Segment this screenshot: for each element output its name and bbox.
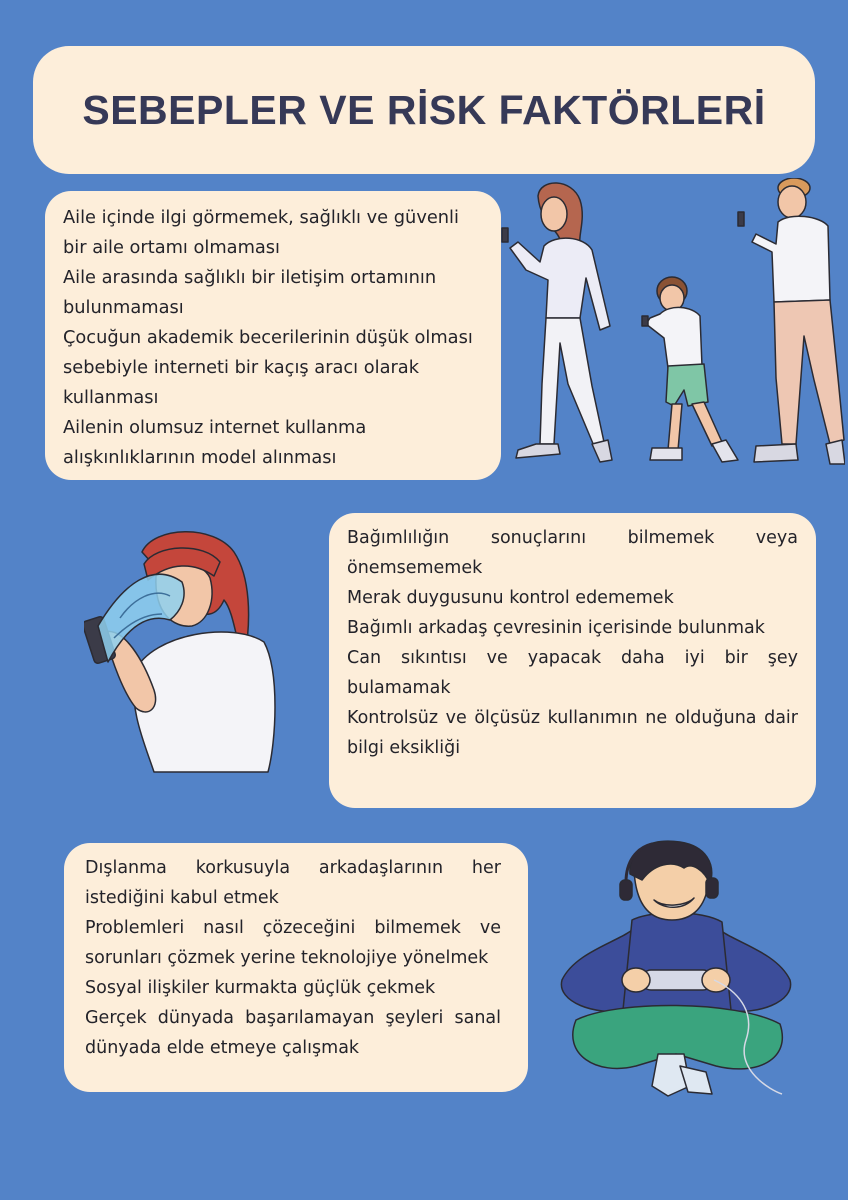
list-item: Merak duygusunu kontrol edememek: [347, 588, 674, 608]
family-walking-with-phones-icon: [500, 178, 845, 473]
list-item: Problemleri nasıl çözeceğini bilmemek ve sorunları çözmek yerine teknolojiye yönelmek: [85, 918, 501, 968]
boy-playing-video-game-icon: [556, 840, 796, 1110]
list-item: Sosyal ilişkiler kurmakta güçlük çekmek: [85, 978, 436, 998]
list-item: Aile arasında sağlıklı bir iletişim ortamının bulunmaması: [63, 267, 437, 318]
risk-card-social: [64, 843, 528, 1092]
boy-figure: [642, 277, 738, 462]
title-banner: [33, 46, 815, 174]
list-item: Can sıkıntısı ve yapacak daha iyi bir şey bulamamak: [347, 648, 798, 698]
list-item: Kontrolsüz ve ölçüsüz kullanımın ne olduğuna dair bilgi eksikliği: [347, 708, 798, 758]
page-title: SEBEPLER VE RİSK FAKTÖRLERİ: [82, 86, 766, 133]
list-item: Gerçek dünyada başarılamayan şeyleri sanal dünyada elde etmeye çalışmak: [85, 1008, 501, 1058]
list-item: Aile içinde ilgi görmemek, sağlıklı ve güvenli bir aile ortamı olmaması: [63, 207, 459, 258]
man-figure: [738, 178, 845, 464]
list-item: Dışlanma korkusuyla arkadaşlarının her istediğini kabul etmek: [85, 858, 501, 908]
risk-card-personal: [329, 513, 816, 808]
list-item: Ailenin olumsuz internet kullanma alışkınlıklarının model alınması: [63, 417, 367, 468]
list-item: Bağımlı arkadaş çevresinin içerisinde bulunmak: [347, 618, 765, 638]
woman-figure: [502, 183, 612, 462]
list-item: Bağımlılığın sonuçlarını bilmemek veya önemsememek: [347, 528, 798, 578]
risk-card-family: [45, 191, 501, 480]
list-item: Çocuğun akademik becerilerinin düşük olması sebebiyle interneti bir kaçış aracı olarak kullanması: [63, 327, 473, 408]
woman-trapped-by-phone-icon: [84, 522, 279, 777]
